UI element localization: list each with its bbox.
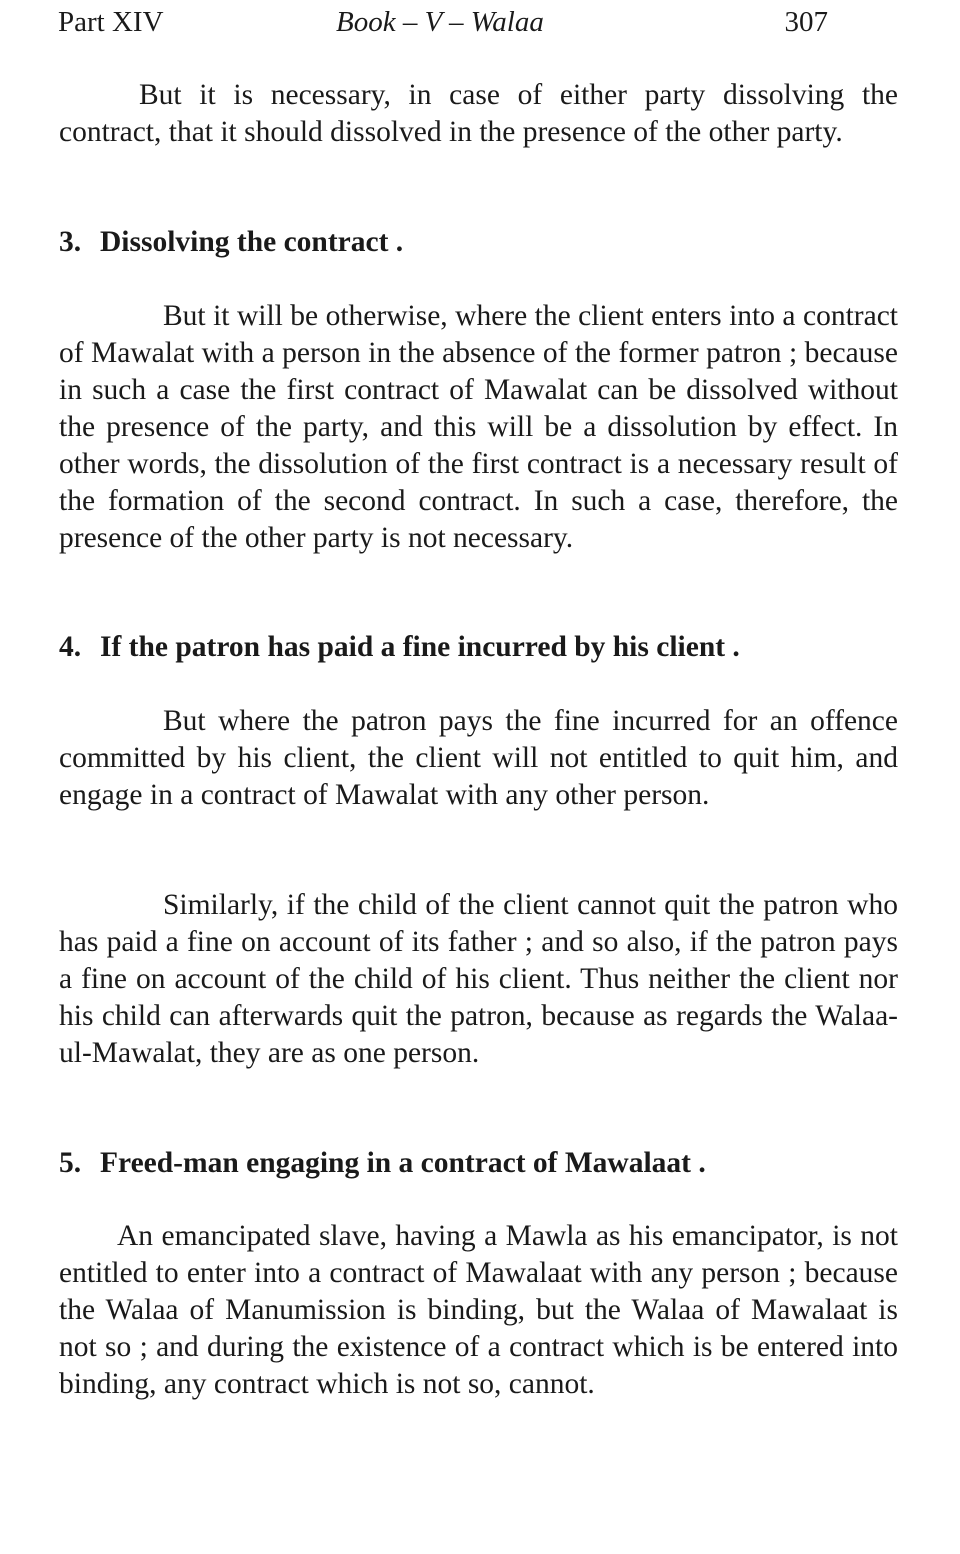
- section-number: 4.: [59, 631, 82, 663]
- page-number: 307: [784, 6, 828, 38]
- section-4-paragraph-1: But where the patron pays the fine incurred for an offence committed by his client, the client will not entitled to quit him, and engage in a contract of Mawalat with any other person.: [59, 705, 898, 811]
- section-title: Freed-man engaging in a contract of Mawalaat .: [100, 1147, 706, 1179]
- section-number: 3.: [59, 226, 82, 258]
- book-title: Book – V – Walaa: [336, 6, 544, 38]
- running-header: [58, 4, 828, 40]
- section-title: Dissolving the contract .: [100, 226, 404, 258]
- intro-paragraph: But it is necessary, in case of either party dissolving the contract, that it should dissolved in the presence of the other party.: [59, 79, 898, 148]
- section-number: 5.: [59, 1147, 82, 1179]
- section-heading-3: [59, 224, 898, 261]
- section-title: If the patron has paid a fine incurred by his client .: [100, 631, 740, 663]
- section-5-paragraph-1: An emancipated slave, having a Mawla as his emancipator, is not entitled to enter into a contract of Mawalaat with any person ; because the Walaa of Manumission is binding, but the Walaa of Mawalaat is not so ; and during the existence of a contract which is be entered into binding, any contract which is not so, cannot.: [59, 1220, 898, 1400]
- section-heading-5: [59, 1145, 898, 1182]
- part-label: Part XIV: [58, 6, 164, 38]
- section-4-paragraph-2: Similarly, if the child of the client cannot quit the patron who has paid a fine on account of its father ; and so also, if the patron pays a fine on account of the child of his client. Thus neither the client nor his child can afterwards quit the patron, because as regards the Walaa-ul-Mawalat, they are as one person.: [59, 889, 898, 1069]
- section-heading-4: [59, 629, 898, 666]
- section-3-paragraph-1: But it will be otherwise, where the client enters into a contract of Mawalat with a person in the absence of the former patron ; because in such a case the first contract of Mawalat can be dissolved without the presence of the party, and this will be a dissolution by effect. In other words, the dissolution of the first contract is a necessary result of the formation of the second contract. In such a case, therefore, the presence of the other party is not necessary.: [59, 300, 898, 554]
